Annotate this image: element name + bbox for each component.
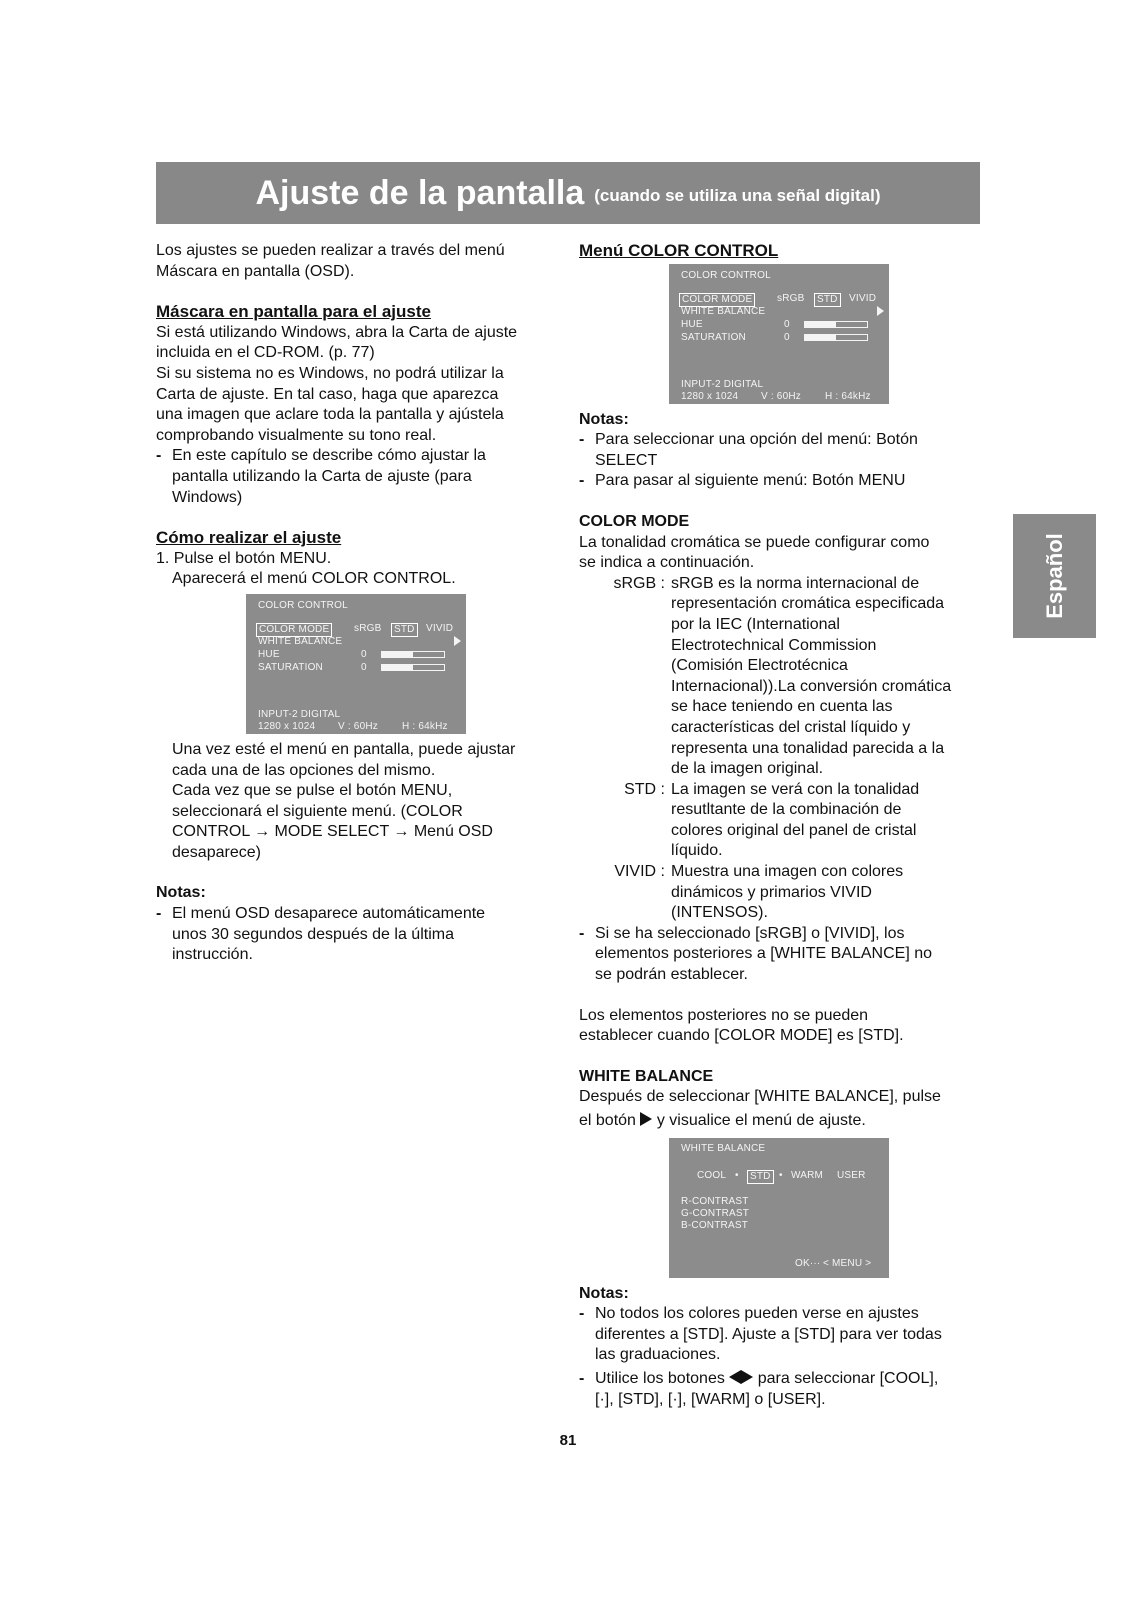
- def-line: resutltante de la combinación de: [671, 801, 902, 819]
- osd-title: COLOR CONTROL: [258, 599, 348, 611]
- step-1-detail: Aparecerá el menú COLOR CONTROL.: [172, 570, 456, 588]
- bullet-line: pantalla utilizando la Carta de ajuste (para: [172, 467, 472, 485]
- color-mode-definitions: [579, 574, 989, 924]
- bullet: - Para seleccionar una opción del menú: Botón SELECT: [579, 430, 989, 471]
- osd-srgb: sRGB: [777, 292, 805, 304]
- osd-sat-value: 0: [361, 661, 367, 673]
- osd-saturation-bar: [804, 334, 868, 341]
- page-number: 81: [559, 1432, 577, 1449]
- def-line: representa una tonalidad parecida a la: [671, 739, 945, 757]
- def-line: La imagen se verá con la tonalidad: [671, 780, 920, 798]
- wb-user: USER: [837, 1169, 866, 1181]
- bullet-line: No todos los colores pueden verse en ajustes: [595, 1305, 919, 1323]
- osd-saturation: SATURATION: [258, 661, 323, 673]
- paragraph-line: Una vez esté el menú en pantalla, puede ajustar: [172, 740, 516, 758]
- notes-label: Notas:: [156, 884, 206, 902]
- def-line: Muestra una imagen con colores: [671, 863, 904, 881]
- left-column: [156, 241, 556, 966]
- osd-hue-bar: [804, 321, 868, 328]
- bullet: - No todos los colores pueden verse en ajustes diferentes a [STD]. Ajuste a [STD] para ver todas las graduaciones.: [579, 1304, 989, 1366]
- wb-dot: •: [735, 1169, 739, 1181]
- white-balance-heading: WHITE BALANCE: [579, 1067, 714, 1085]
- language-side-tab: [1013, 514, 1096, 638]
- text-span: Utilice los botones: [595, 1369, 725, 1387]
- wb-g-contrast: G-CONTRAST: [681, 1207, 750, 1219]
- language-label: Español: [1041, 533, 1067, 619]
- bullet: - Para pasar al siguiente menú: Botón MENU: [579, 471, 989, 492]
- bullet-line: elementos posteriores a [WHITE BALANCE] no: [595, 945, 933, 963]
- notes-label: Notas:: [579, 1284, 629, 1302]
- intro-line: Máscara en pantalla (OSD).: [156, 262, 355, 280]
- osd-hue-value: 0: [784, 318, 790, 330]
- osd-vfreq: V : 60Hz: [338, 720, 378, 732]
- paragraph-line: Después de seleccionar [WHITE BALANCE], pulse: [579, 1088, 941, 1106]
- osd-hfreq: H : 64kHz: [402, 720, 448, 732]
- osd-arrow-right-icon: [877, 306, 884, 316]
- osd-srgb: sRGB: [354, 622, 382, 634]
- osd-saturation-bar: [381, 664, 445, 671]
- intro-line: Los ajustes se pueden realizar a través del menú: [156, 242, 505, 259]
- def-line: colores original del panel de cristal: [671, 821, 917, 839]
- paragraph-line: se indica a continuación.: [579, 554, 755, 572]
- bullet-line: Si se ha seleccionado [sRGB] o [VIVID], los: [595, 924, 905, 942]
- def-line: (INTENSOS).: [671, 904, 768, 922]
- osd-color-mode: COLOR MODE: [256, 623, 332, 638]
- step-1: 1. Pulse el botón MENU.: [156, 549, 332, 567]
- osd-white-balance: WHITE BALANCE: [681, 305, 766, 317]
- def-key-std: STD :: [624, 780, 665, 798]
- bullet: - Si se ha seleccionado [sRGB] o [VIVID], los elementos posteriores a [WHITE BALANCE] no se podrán establecer.: [579, 924, 989, 986]
- paragraph-line: incluida en el CD-ROM. (p. 77): [156, 344, 375, 362]
- osd-resolution: 1280 x 1024: [681, 390, 739, 402]
- osd-color-control-menu-2: [669, 264, 889, 404]
- bullet-line: [595, 1369, 938, 1390]
- paragraph-line: CONTROL → MODE SELECT → Menú OSD: [172, 823, 493, 841]
- left-arrow-icon: [729, 1370, 741, 1384]
- def-line: sRGB es la norma internacional de: [671, 574, 920, 592]
- bullet-line: diferentes a [STD]. Ajuste a [STD] para ver todas: [595, 1325, 942, 1343]
- bullet-line: [·], [STD], [·], [WARM] o [USER].: [595, 1390, 826, 1408]
- osd-vivid: VIVID: [426, 622, 454, 634]
- section-heading-color-control: Menú COLOR CONTROL: [579, 241, 779, 260]
- bullet: - Utilice los botones para seleccionar [COOL], [·], [STD], [·], [WARM] o [USER].: [579, 1369, 989, 1410]
- def-line: Internacional)).La conversión cromática: [671, 677, 952, 695]
- bullet-line: se podrán establecer.: [595, 966, 748, 984]
- paragraph-line: comprobando visualmente su tono real.: [156, 426, 437, 444]
- text-span: para seleccionar [COOL],: [757, 1369, 939, 1387]
- section-heading-how: Cómo realizar el ajuste: [156, 528, 342, 548]
- osd-color-mode: COLOR MODE: [679, 293, 755, 308]
- paragraph-line: Carta de ajuste. En tal caso, haga que aparezca: [156, 385, 499, 403]
- text-span: y visualice el menú de ajuste.: [656, 1112, 866, 1129]
- paragraph-line: cada una de las opciones del mismo.: [172, 761, 436, 779]
- paragraph-line: establecer cuando [COLOR MODE] es [STD].: [579, 1027, 904, 1045]
- osd-saturation: SATURATION: [681, 331, 746, 343]
- osd-title: COLOR CONTROL: [681, 269, 771, 281]
- def-line: representación cromática especificada: [671, 595, 945, 613]
- paragraph-line: [579, 1111, 989, 1132]
- right-column: [579, 241, 989, 1410]
- def-line: características del cristal líquido y: [671, 718, 911, 736]
- osd-color-control-menu: [246, 594, 466, 734]
- bullet-line: las graduaciones.: [595, 1346, 721, 1364]
- wb-r-contrast: R-CONTRAST: [681, 1195, 749, 1207]
- def-line: dinámicos y primarios VIVID: [671, 883, 872, 901]
- bullet-line: Para pasar al siguiente menú: Botón MENU: [595, 472, 906, 490]
- def-key-srgb: sRGB :: [613, 574, 665, 592]
- right-arrow-icon: [640, 1112, 652, 1126]
- wb-b-contrast: B-CONTRAST: [681, 1219, 748, 1231]
- osd-sat-value: 0: [784, 331, 790, 343]
- paragraph-line: desaparece): [172, 843, 261, 861]
- osd-hue-value: 0: [361, 648, 367, 660]
- osd-std: STD: [391, 623, 418, 638]
- wb-std: STD: [747, 1170, 774, 1185]
- bullet-line: unos 30 segundos después de la última: [172, 925, 454, 943]
- def-key-vivid: VIVID :: [614, 863, 665, 881]
- wb-menu: < MENU >: [823, 1257, 872, 1269]
- bullet-line: Windows): [172, 488, 243, 506]
- wb-cool: COOL: [697, 1169, 727, 1181]
- paragraph-line: seleccionará el siguiente menú. (COLOR: [172, 802, 463, 820]
- paragraph-line: Si está utilizando Windows, abra la Carta de ajuste: [156, 323, 518, 341]
- osd-vfreq: V : 60Hz: [761, 390, 801, 402]
- osd-white-balance-menu: [669, 1138, 889, 1278]
- wb-dot: •: [779, 1169, 783, 1181]
- def-line: Electrotechnical Commission: [671, 636, 877, 654]
- def-line: líquido.: [671, 842, 723, 860]
- osd-input: INPUT-2 DIGITAL: [258, 708, 341, 720]
- osd-std: STD: [814, 293, 841, 308]
- paragraph-line: Cada vez que se pulse el botón MENU,: [172, 782, 453, 800]
- osd-hue-bar: [381, 651, 445, 658]
- osd-resolution: 1280 x 1024: [258, 720, 316, 732]
- osd-hue: HUE: [681, 318, 703, 330]
- bullet-line: Para seleccionar una opción del menú: Botón: [595, 431, 918, 449]
- bullet-line: instrucción.: [172, 946, 253, 964]
- paragraph-line: Los elementos posteriores no se pueden: [579, 1006, 869, 1024]
- osd-hfreq: H : 64kHz: [825, 390, 871, 402]
- def-line: por la IEC (International: [671, 615, 840, 633]
- paragraph-line: una imagen que aclare toda la pantalla y ajústela: [156, 406, 504, 424]
- notes-label: Notas:: [579, 410, 629, 428]
- osd-hue: HUE: [258, 648, 280, 660]
- section-heading-osd: Máscara en pantalla para el ajuste: [156, 302, 431, 322]
- bullet: - En este capítulo se describe cómo ajustar la pantalla utilizando la Carta de ajuste (para Windows): [156, 446, 556, 508]
- paragraph-line: Si su sistema no es Windows, no podrá utilizar la: [156, 364, 504, 382]
- page-subtitle: (cuando se utiliza una señal digital): [594, 186, 881, 205]
- bullet-line: El menú OSD desaparece automáticamente: [172, 905, 486, 923]
- wb-osd-title: WHITE BALANCE: [681, 1142, 766, 1154]
- wb-warm: WARM: [791, 1169, 824, 1181]
- right-arrow-icon: [741, 1370, 753, 1384]
- page-title: Ajuste de la pantalla: [255, 173, 585, 212]
- osd-arrow-right-icon: [454, 636, 461, 646]
- osd-vivid: VIVID: [849, 292, 877, 304]
- wb-ok: OK···: [795, 1257, 821, 1269]
- bullet-line: SELECT: [595, 451, 658, 469]
- def-line: de la imagen original.: [671, 760, 824, 778]
- def-line: (Comisión Electrotécnica: [671, 657, 848, 675]
- text-span: el botón: [579, 1112, 636, 1129]
- osd-white-balance: WHITE BALANCE: [258, 635, 343, 647]
- bullet-line: En este capítulo se describe cómo ajustar la: [172, 447, 486, 465]
- color-mode-heading: COLOR MODE: [579, 512, 690, 530]
- osd-input: INPUT-2 DIGITAL: [681, 378, 764, 390]
- page-title-banner: [156, 162, 980, 224]
- paragraph-line: La tonalidad cromática se puede configurar como: [579, 533, 930, 551]
- def-line: se hace teniendo en cuenta las: [671, 698, 893, 716]
- bullet: - El menú OSD desaparece automáticamente unos 30 segundos después de la última instrucción.: [156, 904, 556, 966]
